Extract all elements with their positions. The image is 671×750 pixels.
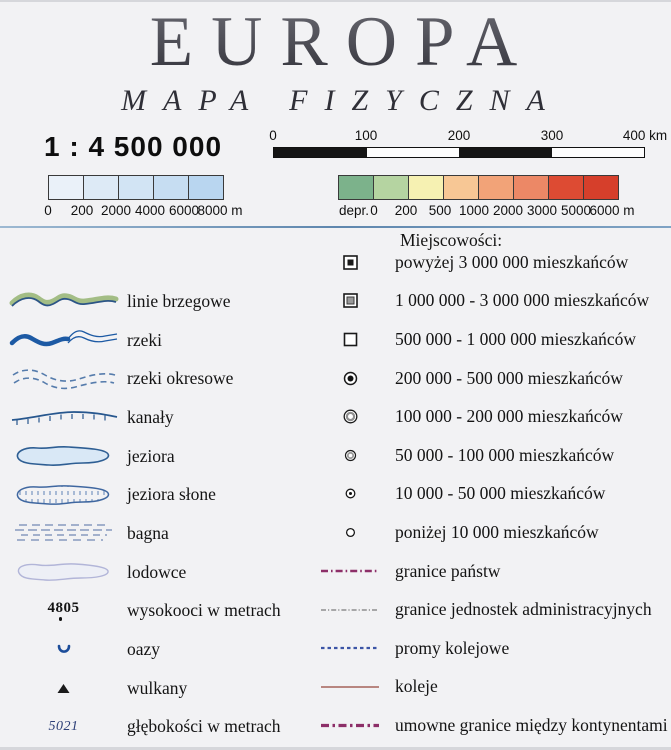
elevation-color-scale	[338, 175, 635, 219]
legend-row	[0, 708, 334, 747]
elevation-scale-label: 200	[394, 203, 418, 218]
legend-label: 200 000 - 500 000 mieszkańców	[395, 367, 623, 388]
depth-scale-label: 6000	[168, 203, 200, 218]
scale-bar-segment	[459, 148, 552, 157]
continental-border-icon	[305, 721, 395, 730]
legend-row	[305, 243, 671, 282]
legend-row	[305, 552, 671, 591]
canal-icon	[0, 407, 127, 427]
legend-row	[0, 437, 334, 476]
legend-label: rzeki okresowe	[127, 368, 234, 389]
elevation-scale-label: 0	[370, 203, 378, 218]
salt-lake-icon	[0, 482, 127, 508]
river-icon	[0, 328, 127, 352]
legend-label: głębokości w metrach	[127, 716, 281, 737]
rail-ferry-icon	[305, 644, 395, 652]
legend-label: poniżej 10 000 mieszkańców	[395, 521, 599, 542]
legend-row	[0, 398, 334, 437]
depth-color-box	[119, 176, 154, 199]
legend-label: umowne granice między kontynentami	[395, 714, 668, 735]
depth-color-box	[189, 176, 223, 199]
legend-row	[0, 630, 334, 669]
marsh-icon	[0, 520, 127, 546]
elevation-color-box	[339, 176, 374, 199]
elevation-scale-label: 5000	[560, 203, 592, 218]
legend-label: 500 000 - 1 000 000 mieszkańców	[395, 328, 637, 349]
intermittent-river-icon	[0, 366, 127, 392]
depth-color-scale	[44, 175, 243, 219]
page-title: EUROPA	[0, 2, 671, 83]
elevation-scale-label: depr.	[338, 203, 370, 218]
city-100k-200k-icon	[305, 408, 395, 425]
country-border-icon	[305, 567, 395, 575]
city-under-10k-icon	[305, 524, 395, 541]
city-over-3m-icon	[305, 254, 395, 271]
legend-label: promy kolejowe	[395, 637, 510, 658]
spot-height-dot-icon	[59, 617, 63, 621]
legend-row	[0, 359, 334, 398]
legend-right-column	[305, 243, 671, 745]
scale-bar-label: 400 km	[622, 128, 668, 143]
city-200k-500k-icon	[305, 370, 395, 387]
legend-label: granice jednostek administracyjnych	[395, 599, 652, 620]
legend-row	[305, 513, 671, 552]
elevation-color-box	[549, 176, 584, 199]
city-500k-1m-icon	[305, 331, 395, 348]
elevation-scale-label: 3000	[526, 203, 558, 218]
depth-color-box	[49, 176, 84, 199]
legend-row	[305, 436, 671, 475]
scale-bar-label: 300	[540, 128, 564, 143]
legend-row	[305, 320, 671, 359]
legend-label: wysokooci w metrach	[127, 600, 281, 621]
legend-row	[305, 668, 671, 707]
legend-label: 1 000 000 - 3 000 000 mieszkańców	[395, 290, 650, 311]
elevation-color-boxes	[338, 175, 619, 200]
legend-row	[305, 397, 671, 436]
elevation-scale-label: 2000	[492, 203, 524, 218]
elevation-color-box	[584, 176, 618, 199]
legend-label: linie brzegowe	[127, 290, 231, 311]
spot-height-value: 4805	[47, 600, 80, 617]
coastline-icon	[0, 290, 127, 312]
legend-row	[305, 359, 671, 398]
legend-row	[0, 553, 334, 592]
map-scale-ratio: 1 : 4 500 000	[44, 131, 223, 162]
legend-row	[305, 282, 671, 321]
legend-row	[0, 669, 334, 708]
spot-depth-value: 5021	[48, 718, 79, 734]
elevation-scale-labels	[338, 203, 635, 219]
elevation-color-box	[479, 176, 514, 199]
section-divider	[0, 226, 671, 228]
scale-bar-label: 100	[354, 128, 378, 143]
legend-row	[0, 282, 334, 321]
depth-scale-labels	[44, 203, 243, 219]
depth-scale-label: 200	[70, 203, 94, 218]
legend-label: koleje	[395, 676, 438, 697]
volcano-icon	[0, 683, 127, 694]
legend-label: 50 000 - 100 000 mieszkańców	[395, 444, 615, 465]
legend-left-column	[0, 282, 334, 746]
glacier-icon	[0, 559, 127, 585]
spot-height-symbol	[0, 601, 127, 621]
legend-label: 10 000 - 50 000 mieszkańców	[395, 483, 606, 504]
depth-scale-label: 2000	[100, 203, 132, 218]
elevation-scale-label: 6000 m	[589, 203, 635, 218]
scale-bar-label: 0	[269, 128, 277, 143]
legend-row	[305, 706, 671, 745]
scale-bar-segment	[367, 148, 460, 157]
depth-scale-label: 4000	[134, 203, 166, 218]
spot-depth-symbol	[0, 719, 127, 735]
legend-row	[305, 475, 671, 514]
scale-bar-segment	[552, 148, 645, 157]
legend-label: 100 000 - 200 000 mieszkańców	[395, 406, 623, 427]
depth-scale-label: 8000 m	[197, 203, 243, 218]
title-block	[0, 2, 671, 118]
settlements-header: Miejscowości:	[400, 230, 503, 250]
legend-row	[305, 629, 671, 668]
scale-bar	[269, 128, 668, 158]
city-1m-3m-icon	[305, 292, 395, 309]
elevation-scale-label: 1000	[458, 203, 490, 218]
legend-row	[0, 475, 334, 514]
depth-color-boxes	[48, 175, 224, 200]
legend-row	[0, 592, 334, 631]
legend-row	[0, 321, 334, 360]
elevation-color-box	[514, 176, 549, 199]
elevation-scale-label: 500	[428, 203, 452, 218]
city-50k-100k-icon	[305, 447, 395, 464]
elevation-color-box	[374, 176, 409, 199]
scale-bar-labels	[269, 128, 668, 144]
elevation-color-box	[444, 176, 479, 199]
legend-label: wulkany	[127, 677, 188, 698]
scale-bar-segment	[274, 148, 367, 157]
legend-label: powyżej 3 000 000 mieszkańców	[395, 251, 629, 272]
page-subtitle: MAPA FIZYCZNA	[121, 84, 562, 117]
legend-row	[0, 514, 334, 553]
depth-color-box	[84, 176, 119, 199]
legend-label: kanały	[127, 406, 174, 427]
depth-color-box	[154, 176, 189, 199]
lake-icon	[0, 443, 127, 469]
depth-scale-label: 0	[44, 203, 52, 218]
elevation-color-box	[409, 176, 444, 199]
scale-bar-segments	[273, 147, 645, 158]
legend-label: bagna	[127, 522, 169, 543]
city-10k-50k-icon	[305, 485, 395, 502]
legend-label: granice państw	[395, 560, 501, 581]
legend-label: rzeki	[127, 329, 162, 350]
legend-label: jeziora słone	[127, 484, 216, 505]
legend-label: oazy	[127, 639, 161, 660]
legend-row	[305, 590, 671, 629]
legend-label: jeziora	[127, 445, 175, 466]
admin-border-icon	[305, 606, 395, 614]
scale-bar-label: 200	[447, 128, 471, 143]
railway-icon	[305, 683, 395, 691]
oasis-icon	[0, 644, 127, 656]
legend-label: lodowce	[127, 561, 187, 582]
